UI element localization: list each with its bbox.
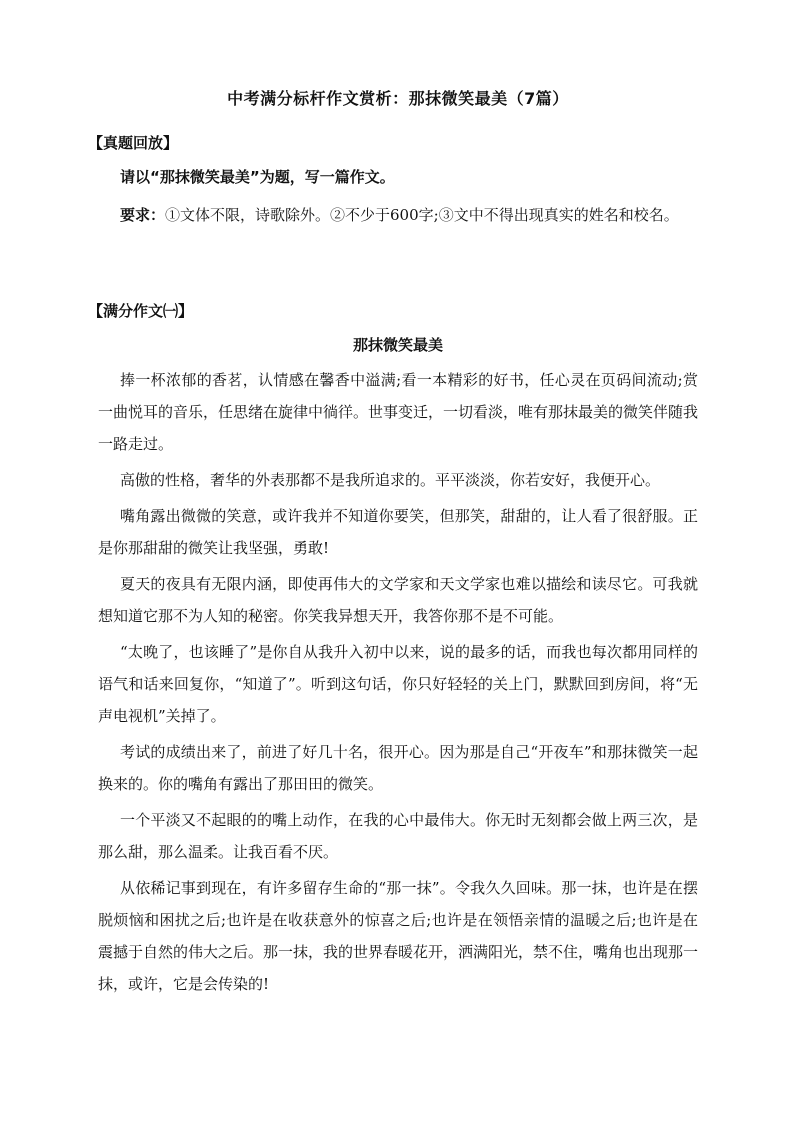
requirements-text: ①文体不限，诗歌除外。②不少于600字;③文中不得出现真实的姓名和校名。 (165, 206, 679, 224)
writing-prompt: 请以“那抹微笑最美”为题，写一篇作文。 (120, 168, 395, 186)
essay-paragraph: 考试的成绩出来了，前进了好几十名，很开心。因为那是自己“开夜车”和那抹微笑一起换来的。你的嘴角有露出了那田田的微笑。 (98, 743, 698, 793)
requirements-paragraph (98, 198, 698, 232)
essay-paragraph: 嘴角露出微微的笑意，或许我并不知道你要笑，但那笑，甜甜的，让人看了很舒服。正是你那甜甜的微笑让我坚强，勇敢! (98, 507, 698, 557)
essay-paragraph: 一个平淡又不起眼的的嘴上动作，在我的心中最伟大。你无时无刻都会做上两三次，是那么甜，那么温柔。让我百看不厌。 (98, 811, 698, 861)
essay-title: 那抹微笑最美 (352, 336, 443, 354)
essay-paragraph: 捧一杯浓郁的香茗，认情感在馨香中溢满;看一本精彩的好书，任心灵在页码间流动;赏一曲悦耳的音乐，任思绪在旋律中徜徉。世事变迁，一切看淡，唯有那抹最美的微笑伴随我一路走过。 (98, 371, 699, 453)
requirements-label: 要求： (120, 206, 166, 224)
essay-paragraph: 从依稀记事到现在，有许多留存生命的“那一抹”。令我久久回味。那一抹，也许是在摆脱烦恼和困扰之后;也许是在收获意外的惊喜之后;也许是在领悟亲情的温暖之后;也许是在震撼于自然的伟大之后。那一抹，我的世界春暖花开，洒满阳光，禁不住，嘴角也出现那一抹，或许，它是会传染的! (98, 879, 699, 993)
essay-paragraph: “太晚了，也该睡了”是你自从我升入初中以来，说的最多的话，而我也每次都用同样的语气和话来回复你，“知道了”。听到这句话，你只好轻轻的关上门，默默回到房间，将“无声电视机”关掉了。 (98, 643, 698, 725)
essay-paragraph: 高傲的性格，奢华的外表那都不是我所追求的。平平淡淡，你若安好，我便开心。 (120, 471, 661, 489)
document-title: 中考满分标杆作文赏析：那抹微笑最美（7篇） (227, 89, 569, 108)
section-heading-full-score: 【满分作文㈠】 (88, 302, 194, 320)
section-heading-real-question: 【真题回放】 (88, 134, 179, 152)
essay-body (98, 364, 698, 1004)
essay-paragraph: 夏天的夜具有无限内涵，即使再伟大的文学家和天文学家也难以描绘和读尽它。可我就想知道它那不为人知的秘密。你笑我异想天开，我答你那不是不可能。 (98, 575, 698, 625)
